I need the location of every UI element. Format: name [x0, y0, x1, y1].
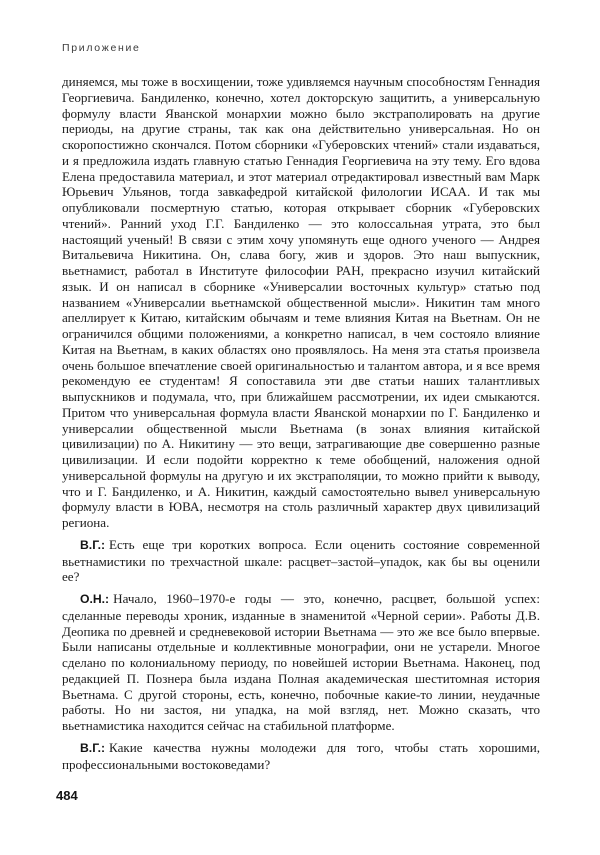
paragraph: [62, 537, 540, 585]
text-block: [62, 74, 540, 772]
paragraph-text: Начало, 1960–1970-е годы — это, конечно, расцвет, большой успех: сделанные переводы хроник, изданные в знаменитой «Черной серии». Работы Д.В. Деопика по древней и средневековой истории Вьетнама — это же все было впервые. Были написаны отдельные и коллективные монографии, они не устарели. Многое сделано по колониальному периоду, по новейшей истории Вьетнама. Наконец, под редакцией П. Познера была издана Полная академическая шеститомная история Вьетнама. С другой стороны, есть, конечно, побочные какие-то линии, неудачные работы. Но ни застоя, ни упадка, на мой взгляд, нет. Можно сказать, что вьетнамистика находится сейчас на стабильной платформе.: [62, 591, 540, 733]
paragraph: [62, 74, 540, 531]
speaker-label: В.Г.:: [80, 537, 106, 552]
paragraph-text: диняемся, мы тоже в восхищении, тоже удивляемся научным способностям Геннадия Георгиевича. Бандиленко, конечно, хотел докторскую защитить, а универсальную формулу власти Яванской монархии можно было экстраполировать на другие периоды, на другие страны, так как она действительно универсальная. Но он скоропостижно скончался. Потом сборники «Губеровских чтений» стали издаваться, и я предложила издать главную статью Геннадия Георгиевича на эту тему. Его вдова Елена предоставила материал, и этот материал отредактировал известный вам Марк Юрьевич Ульянов, тогда завкафедрой китайской филологии ИСАА. И так мы опубликовали посмертную статью, которая открывает сборник «Губеровских чтений». Ранний уход Г.Г. Бандиленко — это колоссальная утрата, это был настоящий ученый! В связи с этим хочу упомянуть еще одного ученого — Андрея Витальевича Никитина. Он, слава богу, жив и здоров. Это наш выпускник, вьетнамист, работал в Институте философии РАН, прекрасно изучил китайский язык. И он написал в сборнике «Универсалии восточных культур» статью под названием «Универсалии вьетнамской общественной мысли». Никитин там много апеллирует к Китаю, китайским обычаям и теме влияния Китая на Вьетнам. Он не ограничился общими положениями, а конкретно написал, в чем состояло влияние Китая на Вьетнам, в каких областях оно проявлялось. На меня эта статья произвела очень большое впечатление своей оригинальностью и талантом автора, и я все время рекомендую ее студентам! Я сопоставила эти две статьи наших талантливых выпускников и подумала, что, при ближайшем рассмотрении, их идеи смыкаются. Притом что универсальная формула власти Яванской монархии по Г. Бандиленко и универсалии общественной мысли Вьетнама (в зонах влияния китайской цивилизации) по А. Никитину — это вещи, затрагивающие две совершенно разные цивилизации. И если подойти корректно к теме обобщений, наложения одной универсальной формулы на другую и их экстраполяции, то можно прийти к выводу, что и Г. Бандиленко, и А. Никитин, каждый самостоятельно вывел универсальную формулу власти в ЮВА, несмотря на столь различный характер двух цивилизаций региона.: [62, 74, 540, 530]
paragraph: [62, 740, 540, 773]
running-header: Приложение: [62, 42, 141, 54]
speaker-label: О.Н.:: [80, 592, 110, 606]
paragraph-text: Есть еще три коротких вопроса. Если оценить состояние современной вьетнамистики по трехчастной шкале: расцвет–застой–упадок, как бы вы оценили ее?: [62, 536, 540, 585]
paragraph-text: Какие качества нужны молодежи для того, чтобы стать хорошими, профессиональными востоковедами?: [62, 739, 540, 772]
page-number: 484: [56, 788, 78, 803]
speaker-label: В.Г.:: [80, 740, 106, 755]
paragraph: [62, 591, 540, 734]
